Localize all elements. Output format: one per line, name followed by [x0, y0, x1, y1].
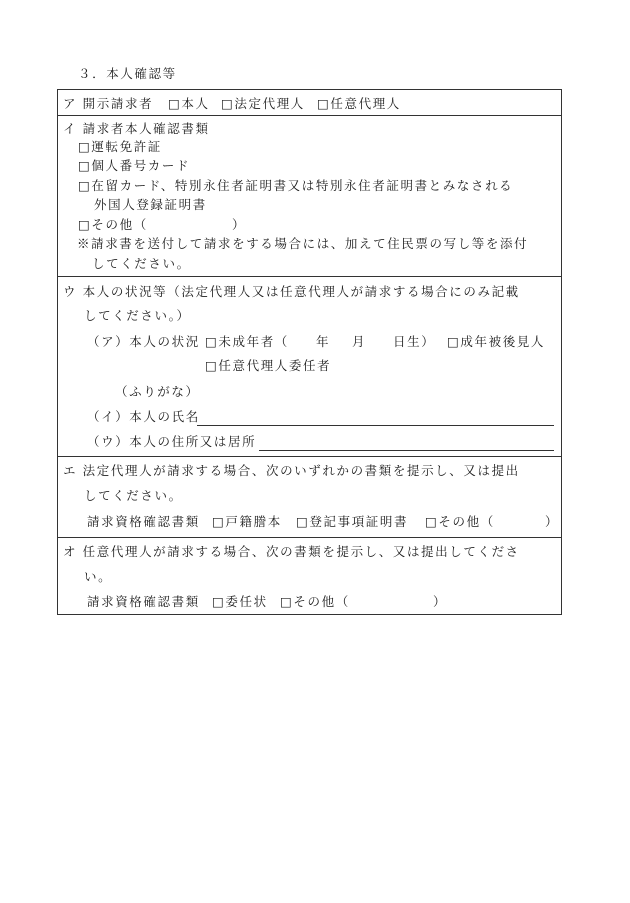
row-divider-a-i	[57, 115, 562, 116]
checkbox-drivers-license[interactable]: □運転免許証	[78, 139, 162, 154]
voluntary-agent-line1: オ 任意代理人が請求する場合、次の書類を提示し、又は提出してくださ	[63, 544, 520, 559]
principal-status-line2: してください。）	[84, 308, 191, 323]
birth-month-label: 月	[352, 334, 367, 349]
checkbox-family-register[interactable]: □戸籍謄本	[212, 514, 282, 529]
checkbox-residence-card[interactable]: □在留カード、特別永住者証明書又は特別永住者証明書とみなされる	[78, 178, 514, 193]
mailing-note-line2: してください。	[92, 256, 191, 271]
checkbox-registry-certificate[interactable]: □登記事項証明書	[296, 514, 409, 529]
principal-address-label: （ウ）本人の住所又は居所	[87, 434, 257, 449]
id-docs-label: イ 請求者本人確認書類	[63, 121, 210, 136]
row-divider-e-o	[57, 537, 562, 538]
checkbox-principal[interactable]: □任意代理人委任者	[205, 358, 332, 373]
section-title: ３．本人確認等	[78, 66, 177, 81]
residence-card-continuation: 外国人登録証明書	[94, 197, 207, 212]
checkbox-legal-agent[interactable]: □法定代理人	[221, 96, 305, 111]
checkbox-legal-other[interactable]: □その他（	[425, 514, 495, 529]
legal-other-close-paren: ）	[545, 514, 560, 529]
requester-label: ア 開示請求者	[63, 96, 154, 111]
mailing-note-line1: ※請求書を送付して請求をする場合には、加えて住民票の写し等を添付	[77, 236, 529, 251]
checkbox-id-other[interactable]: □その他（	[78, 217, 148, 232]
row-divider-u-e	[57, 456, 562, 457]
voluntary-agent-line2: い。	[84, 569, 113, 584]
principal-address-field[interactable]	[259, 450, 554, 451]
checkbox-self[interactable]: □本人	[168, 96, 210, 111]
row-divider-i-u	[57, 276, 562, 277]
id-other-close-paren: ）	[232, 217, 247, 232]
furigana-label: （ふりがな）	[115, 384, 200, 399]
voluntary-other-close-paren: ）	[433, 594, 448, 609]
birth-year-label: 年	[316, 334, 331, 349]
birth-day-label: 日生）	[393, 334, 436, 349]
checkbox-my-number-card[interactable]: □個人番号カード	[78, 158, 191, 173]
legal-agent-line2: してください。	[84, 488, 183, 503]
principal-name-field[interactable]	[197, 425, 554, 426]
legal-agent-docs-label: 請求資格確認書類	[87, 514, 200, 529]
checkbox-minor[interactable]: □未成年者（	[205, 334, 289, 349]
checkbox-adult-ward[interactable]: □成年被後見人	[447, 334, 546, 349]
checkbox-power-of-attorney[interactable]: □委任状	[212, 594, 268, 609]
voluntary-agent-docs-label: 請求資格確認書類	[87, 594, 200, 609]
principal-name-label: （イ）本人の氏名	[87, 409, 200, 424]
checkbox-voluntary-agent[interactable]: □任意代理人	[317, 96, 401, 111]
legal-agent-line1: エ 法定代理人が請求する場合、次のいずれかの書類を提示し、又は提出	[63, 463, 520, 478]
checkbox-voluntary-other[interactable]: □その他（	[280, 594, 350, 609]
status-label: （ア）本人の状況	[87, 334, 200, 349]
principal-status-line1: ウ 本人の状況等（法定代理人又は任意代理人が請求する場合にのみ記載	[63, 284, 520, 299]
